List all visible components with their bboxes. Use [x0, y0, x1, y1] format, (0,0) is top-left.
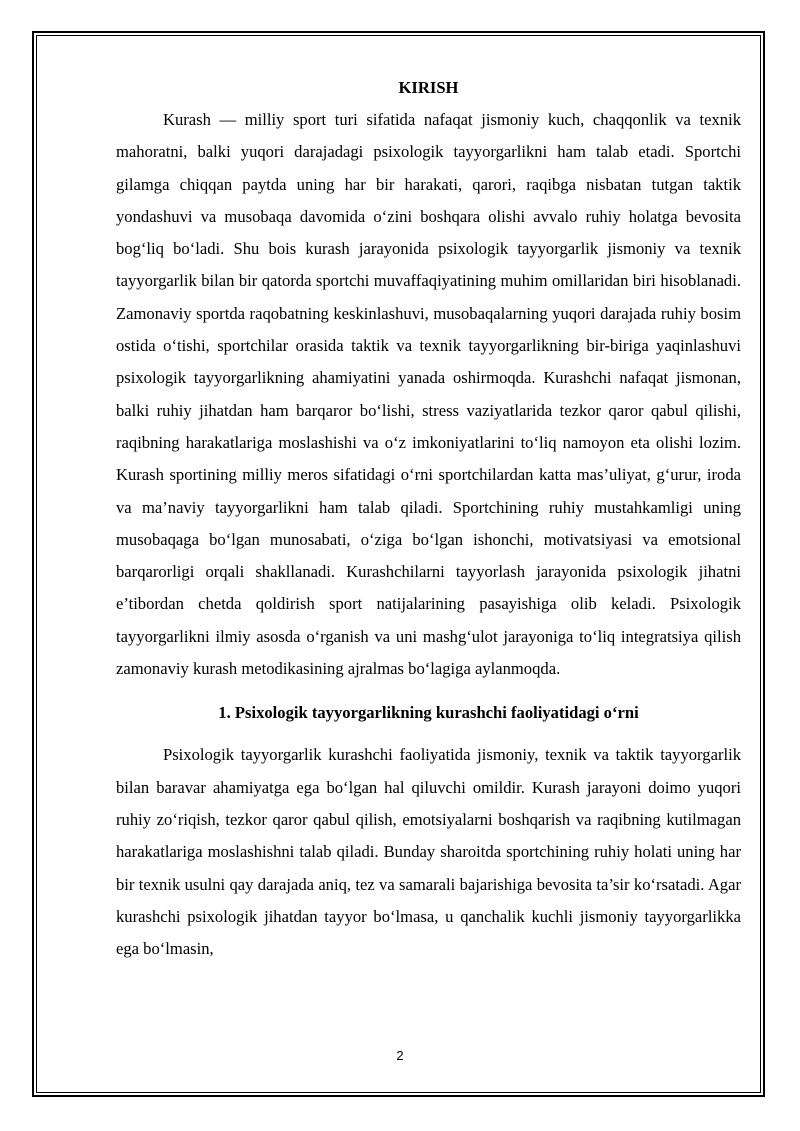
section-heading: 1. Psixologik tayyorgarlikning kurashchi faoliyatidagi o‘rni — [218, 703, 639, 723]
document-body — [116, 72, 741, 965]
section-paragraph: Psixologik tayyorgarlik kurashchi faoliyatida jismoniy, texnik va taktik tayyorgarlik bilan baravar ahamiyatga ega bo‘lgan hal qiluvchi omildir. Kurash jarayoni doimo yuqori ruhiy zo‘riqish, tezkor qaror qabul qilish, emotsiyalarni boshqarish va raqibning kutilmagan harakatlariga moslashishni talab qiladi. Bunday sharoitda sportchining ruhiy holati uning har bir texnik usulni qay darajada aniq, tez va samarali bajarishiga bevosita ta’sir ko‘rsatadi. Agar kurashchi psixologik jihatdan tayyor bo‘lmasa, u qanchalik kuchli jismoniy tayyorgarlikka ega bo‘lmasin, — [116, 745, 741, 959]
document-title: KIRISH — [398, 78, 459, 97]
intro-paragraph: Kurash — milliy sport turi sifatida nafaqat jismoniy kuch, chaqqonlik va texnik mahoratni, balki yuqori darajadagi psixologik tayyorgarlikni ham talab etadi. Sportchi gilamga chiqqan paytda uning har bir harakati, qarori, raqibga nisbatan tutgan taktik yondashuvi va musobaqa davomida o‘zini boshqara olishi avvalo ruhiy holatga bevosita bog‘liq bo‘ladi. Shu bois kurash jarayonida psixologik tayyorgarlik jismoniy va texnik tayyorgarlik bilan bir qatorda sportchi muvaffaqiyatining muhim omillaridan biri hisoblanadi. Zamonaviy sportda raqobatning keskinlashuvi, musobaqalarning yuqori darajada ruhiy bosim ostida o‘tishi, sportchilar orasida taktik va texnik tayyorgarlikning bir-biriga yaqinlashuvi psixologik tayyorgarlikning ahamiyatini yanada oshirmoqda. Kurashchi nafaqat jismonan, balki ruhiy jihatdan ham barqaror bo‘lishi, stress vaziyatlarida tezkor qaror qabul qilishi, raqibning harakatlariga moslashishi va o‘z imkoniyatlarini to‘liq namoyon eta olishi lozim. Kurash sportining milliy meros sifatidagi o‘rni sportchilardan katta mas’uliyat, g‘urur, iroda va ma’naviy tayyorgarlikni ham talab qiladi. Sportchining ruhiy mustahkamligi uning musobaqaga bo‘lgan munosabati, o‘ziga bo‘lgan ishonchi, motivatsiyasi va emotsional barqarorligi orqali shakllanadi. Kurashchilarni tayyorlash jarayonida psixologik jihatni e’tibordan chetda qoldirish sport natijalarining pasayishiga olib keladi. Psixologik tayyorgarlikni ilmiy asosda o‘rganish va uni mashg‘ulot jarayoniga to‘liq integratsiya qilish zamonaviy kurash metodikasining ajralmas bo‘lagiga aylanmoqda. — [116, 110, 741, 679]
page-number: 2 — [396, 1048, 404, 1063]
